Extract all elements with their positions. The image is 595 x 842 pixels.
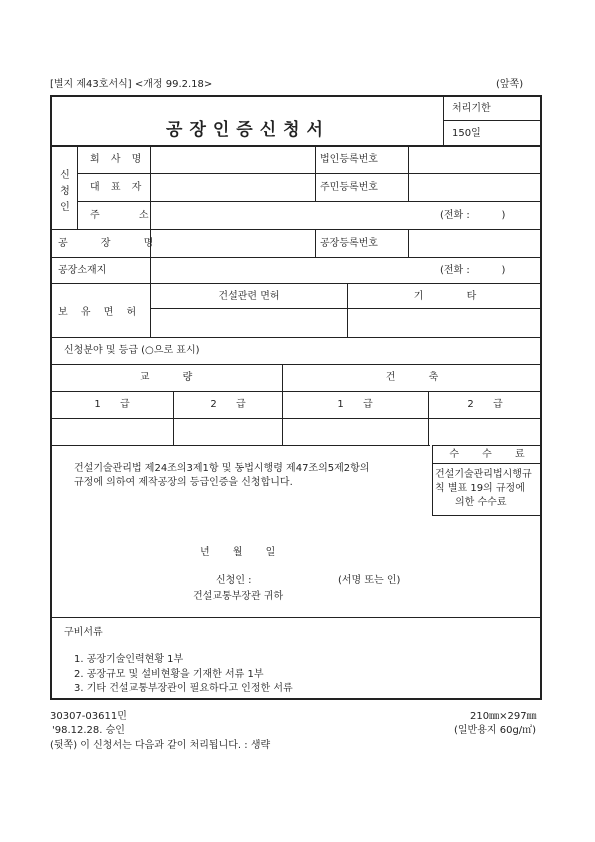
statement-line1: 건설기술관리법 제24조의3제1항 및 동법시행령 제47조의5제2항의 [74, 463, 370, 474]
building-grade1-label: 1 급 [337, 399, 373, 410]
factory-location-phone: (전화 : ) [440, 265, 506, 276]
fee-label: 수 수 료 [449, 449, 525, 460]
address-field[interactable] [152, 203, 432, 228]
paper-spec: (일반용지 60g/㎡) [454, 725, 537, 736]
construction-license-field[interactable] [152, 310, 345, 335]
other-license-field[interactable] [349, 310, 540, 335]
fee-line1: 건설기술관리법시행규 [435, 469, 532, 480]
resident-reg-field[interactable] [410, 175, 540, 200]
grade-section-label: 신청분야 및 등급 (○으로 표시) [64, 345, 200, 356]
processing-value: 150일 [452, 128, 481, 139]
license-label: 보 유 면 허 [58, 307, 137, 318]
factory-reg-field[interactable] [410, 231, 540, 256]
paper-size: 210㎜×297㎜ [470, 711, 537, 722]
address-label: 주 소 [90, 210, 149, 221]
page-side-label: (앞쪽) [496, 79, 524, 90]
recipient: 건설교통부장관 귀하 [193, 591, 284, 602]
other-license-label: 기 타 [413, 291, 477, 302]
construction-license-label: 건설관련 면허 [218, 291, 280, 302]
documents-label: 구비서류 [64, 627, 103, 638]
building-grade2-cell[interactable] [430, 420, 540, 444]
company-name-field[interactable] [152, 147, 312, 172]
factory-name-label: 공 장 명 [58, 238, 154, 249]
factory-location-label: 공장소재지 [58, 265, 107, 276]
form-code: 30307-03611민 [50, 711, 127, 722]
date-line: 년 월 일 [200, 547, 276, 558]
address-phone: (전화 : ) [440, 210, 506, 221]
bridge-grade2-cell[interactable] [175, 420, 280, 444]
bridge-label: 교 량 [139, 372, 193, 383]
bridge-grade1-cell[interactable] [52, 420, 171, 444]
applicant-sign-field[interactable] [262, 570, 334, 588]
approval-date: '98.12.28. 승인 [52, 725, 125, 736]
company-name-label: 회 사 명 [90, 154, 146, 165]
factory-reg-label: 공장등록번호 [320, 238, 378, 249]
representative-label: 대 표 자 [90, 182, 146, 193]
building-grade1-cell[interactable] [284, 420, 426, 444]
applicant-group-label: 신청인 [60, 170, 70, 213]
form-title: 공장인증신청서 [166, 120, 330, 140]
form-reference: [별지 제43호서식] <개정 99.2.18> [50, 79, 213, 90]
back-page-note: (뒷쪽) 이 신청서는 다음과 같이 처리됩니다. : 생략 [50, 740, 271, 751]
statement-line2: 규정에 의하여 제작공장의 등급인증을 신청합니다. [74, 477, 293, 488]
building-label: 건 축 [385, 372, 439, 383]
bridge-grade1-label: 1 급 [94, 399, 130, 410]
factory-location-field[interactable] [152, 259, 432, 282]
representative-field[interactable] [152, 175, 312, 200]
corp-reg-field[interactable] [410, 147, 540, 172]
processing-label: 처리기한 [452, 103, 491, 114]
resident-reg-label: 주민등록번호 [320, 182, 378, 193]
document-item-1: 1. 공장기술인력현황 1부 [74, 654, 184, 665]
building-grade2-label: 2 급 [467, 399, 503, 410]
bridge-grade2-label: 2 급 [210, 399, 246, 410]
document-item-3: 3. 기타 건설교통부장관이 필요하다고 인정한 서류 [74, 683, 293, 694]
corp-reg-label: 법인등록번호 [320, 154, 378, 165]
document-item-2: 2. 공장규모 및 설비현황을 기재한 서류 1부 [74, 669, 264, 680]
sign-note: (서명 또는 인) [338, 575, 401, 586]
factory-name-field[interactable] [152, 231, 312, 256]
fee-line3: 의한 수수료 [455, 497, 507, 508]
fee-line2: 칙 별표 19의 규정에 [435, 483, 525, 494]
applicant-sign-label: 신청인 : [216, 575, 252, 586]
